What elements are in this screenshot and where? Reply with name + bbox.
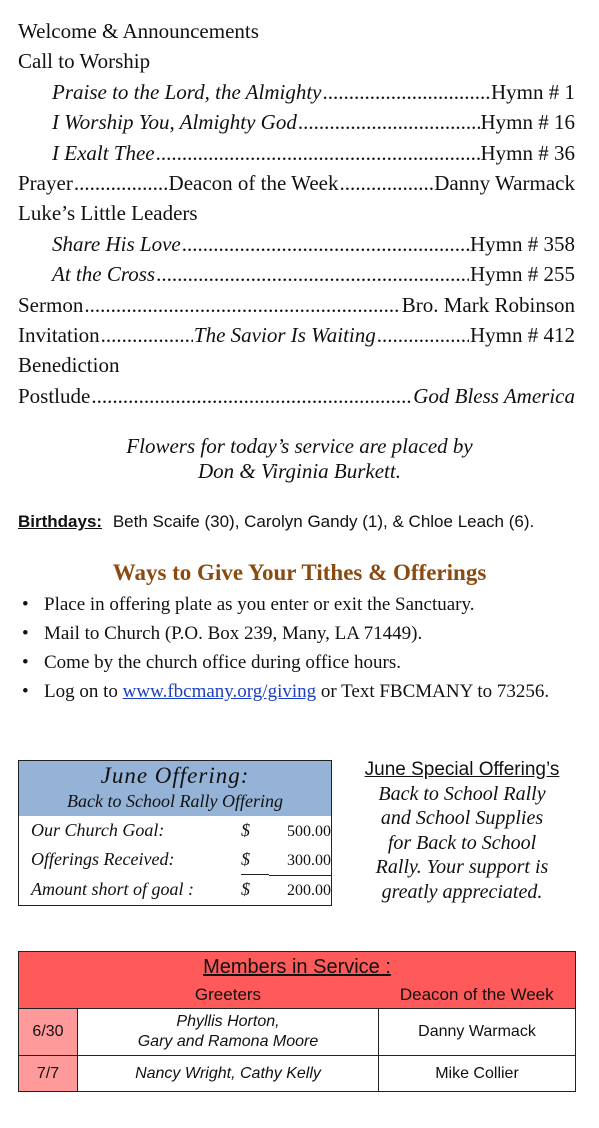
item-person: Bro. Mark Robinson — [401, 292, 575, 317]
dot-leader — [298, 107, 480, 137]
offering-row-received — [19, 845, 331, 874]
greeters-cell — [78, 1009, 379, 1056]
ways-to-give-list — [18, 593, 583, 709]
hymn-number: Hymn # 358 — [470, 231, 575, 256]
hymn-title: The Savior Is Waiting — [193, 322, 376, 347]
item-title: Benediction — [18, 353, 120, 378]
ways-item-text: Come by the church office during office hours. — [44, 652, 402, 673]
item-title: Invitation — [18, 322, 100, 347]
birthdays-label: Birthdays: — [18, 512, 103, 531]
list-item — [18, 651, 583, 675]
service-item-hymn-255 — [18, 259, 575, 289]
greeters-line: Nancy Wright, Cathy Kelly — [135, 1064, 321, 1082]
offering-amount: 500.00 — [287, 823, 331, 840]
giving-link[interactable]: www.fbcmany.org/giving — [122, 681, 317, 702]
service-item-little-leaders — [18, 198, 575, 228]
ways-item-text: Mail to Church (P.O. Box 239, Many, LA 71449). — [44, 623, 423, 644]
offering-amount: 200.00 — [269, 875, 331, 905]
dot-leader — [101, 320, 193, 350]
special-offering-line: for Back to School — [387, 831, 537, 854]
table-row — [19, 1009, 576, 1056]
hymn-title: Praise to the Lord, the Almighty — [52, 79, 322, 104]
item-person: Danny Warmack — [434, 170, 575, 195]
hymn-number: Hymn # 16 — [480, 110, 575, 135]
list-item — [18, 622, 583, 646]
deacon-header: Deacon of the Week — [379, 982, 576, 1009]
item-title: Luke’s Little Leaders — [18, 201, 198, 226]
service-item-invitation — [18, 320, 575, 350]
dot-leader — [91, 381, 412, 411]
greeters-line: Phyllis Horton, — [176, 1013, 280, 1030]
dot-leader — [322, 77, 490, 107]
dot-leader — [156, 259, 469, 289]
offering-amount: 300.00 — [287, 852, 331, 869]
greeters-cell — [78, 1056, 379, 1092]
members-title: Members in Service : — [19, 952, 576, 983]
birthdays-text: Beth Scaife (30), Carolyn Gandy (1), & Chloe Leach (6). — [112, 512, 535, 531]
item-title: Welcome & Announcements — [18, 19, 259, 43]
members-title-row — [19, 952, 576, 983]
members-header-row — [19, 982, 576, 1009]
hymn-number: Hymn # 255 — [470, 262, 575, 287]
service-item-welcome — [18, 16, 575, 46]
special-offering — [346, 758, 578, 904]
service-item-postlude — [18, 381, 575, 411]
hymn-title: At the Cross — [52, 262, 156, 287]
list-item — [18, 593, 583, 617]
deacon-cell: Mike Collier — [379, 1056, 576, 1092]
table-row — [19, 1056, 576, 1092]
flowers-note — [0, 434, 599, 484]
special-offering-line: greatly appreciated. — [381, 880, 543, 903]
offering-header — [19, 761, 331, 816]
ways-item-text: Log on to — [44, 681, 123, 702]
hymn-number: Hymn # 412 — [470, 322, 575, 347]
offering-label: Our Church Goal: — [31, 820, 165, 840]
dot-leader — [182, 229, 469, 259]
item-title: Call to Worship — [18, 49, 151, 74]
hymn-number: Hymn # 36 — [480, 140, 575, 165]
dot-leader — [74, 168, 168, 198]
service-item-call-to-worship — [18, 46, 575, 76]
june-offering-box — [18, 760, 332, 906]
order-of-service — [18, 16, 575, 411]
item-title: Sermon — [18, 292, 84, 317]
postlude-title: God Bless America — [413, 383, 575, 408]
service-date: 6/30 — [19, 1009, 78, 1056]
dot-leader — [84, 290, 400, 320]
special-offering-line: Rally. Your support is — [375, 856, 549, 879]
service-date: 7/7 — [19, 1056, 78, 1092]
dot-leader — [156, 138, 480, 168]
ways-item-text: Place in offering plate as you enter or exit the Sanctuary. — [44, 594, 475, 615]
empty-header — [19, 982, 78, 1009]
offering-currency: $ — [241, 874, 269, 904]
item-role: Deacon of the Week — [168, 170, 339, 195]
offering-row-short — [19, 874, 331, 903]
dot-leader — [339, 168, 433, 198]
members-in-service-table — [18, 951, 576, 1092]
offering-currency: $ — [241, 849, 250, 869]
offering-subtitle: Back to School Rally Offering — [67, 791, 283, 811]
offering-title: June Offering: — [100, 763, 250, 788]
greeters-line: Gary and Ramona Moore — [137, 1033, 319, 1050]
greeters-header: Greeters — [78, 982, 379, 1009]
hymn-title: I Worship You, Almighty God — [52, 110, 297, 135]
birthdays — [18, 512, 534, 532]
hymn-title: Share His Love — [52, 231, 181, 256]
list-item — [18, 680, 583, 704]
offering-label: Offerings Received: — [31, 849, 175, 869]
offering-row-goal — [19, 816, 331, 845]
special-offering-title: June Special Offering’s — [364, 759, 560, 780]
deacon-cell: Danny Warmack — [379, 1009, 576, 1056]
service-item-prayer — [18, 168, 575, 198]
service-item-benediction — [18, 350, 575, 380]
service-item-sermon — [18, 290, 575, 320]
item-title: Prayer — [18, 170, 73, 195]
offering-label: Amount short of goal : — [31, 879, 195, 899]
flowers-line-2: Don & Virginia Burkett. — [198, 459, 401, 483]
ways-to-give-title: Ways to Give Your Tithes & Offerings — [112, 560, 487, 585]
special-offering-line: Back to School Rally — [378, 783, 546, 805]
hymn-title: I Exalt Thee — [52, 140, 155, 165]
service-item-hymn-1 — [18, 77, 575, 107]
service-item-hymn-36 — [18, 138, 575, 168]
flowers-line-1: Flowers for today’s service are placed by — [126, 434, 473, 458]
special-offering-line: and School Supplies — [380, 807, 544, 830]
offering-currency: $ — [241, 820, 250, 840]
hymn-number: Hymn # 1 — [491, 79, 575, 104]
item-title: Postlude — [18, 383, 91, 408]
ways-item-text: or Text FBCMANY to 73256. — [316, 681, 550, 702]
service-item-hymn-16 — [18, 107, 575, 137]
dot-leader — [377, 320, 469, 350]
service-item-hymn-358 — [18, 229, 575, 259]
